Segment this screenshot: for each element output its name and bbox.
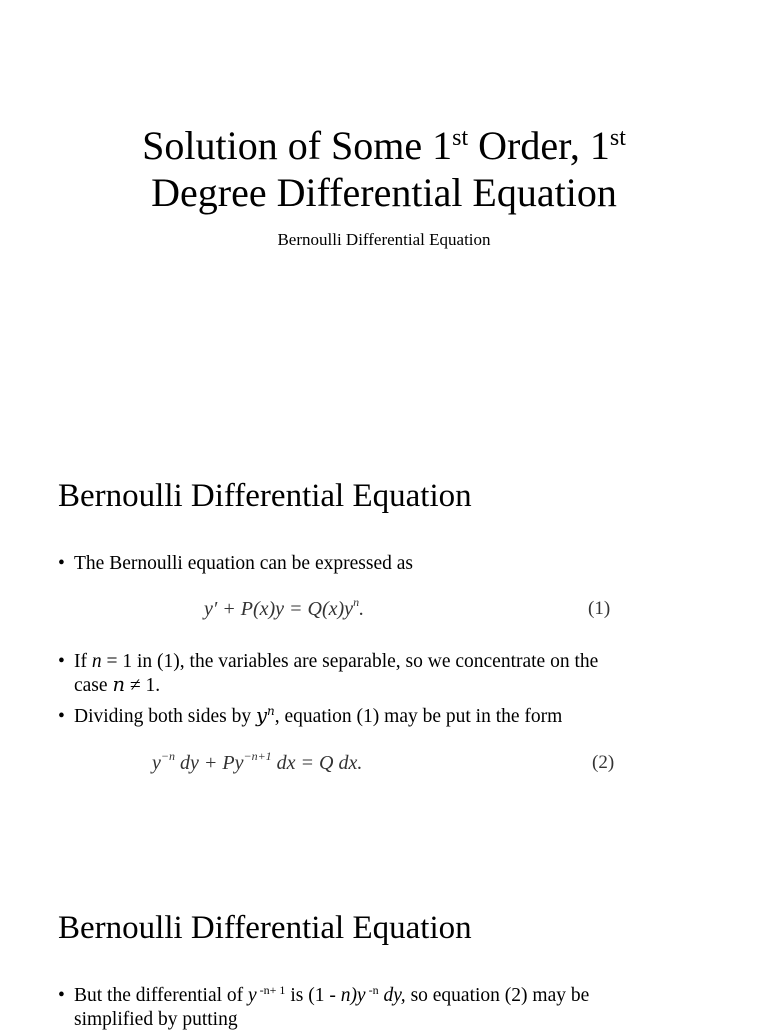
- bullet-dot: •: [58, 651, 65, 672]
- title-superscript-2: st: [609, 125, 626, 151]
- bullet-item: [58, 705, 698, 729]
- bullet-text: If n = 1 in (1), the variables are separable, so we concentrate on the case 𝑛 ≠ 1.: [74, 651, 599, 696]
- content-slide-2: [0, 864, 768, 1030]
- bullet-text: The Bernoulli equation can be expressed as: [74, 553, 413, 574]
- bullet-text: Dividing both sides by 𝑦$^𝑛$, equation (1) may be put in the form: [74, 704, 563, 727]
- title-slide: [0, 0, 768, 432]
- bullet-dot: •: [58, 553, 65, 574]
- bullet-item: [58, 984, 698, 1032]
- bullet-dot: •: [58, 706, 65, 727]
- equation-1-number: (1): [588, 598, 611, 619]
- bullet-text: But the differential of y $^{-n+ 1}$ is (1 - n)y $^{-n}$ dy, so equation (2) may be simplified by putting: [74, 983, 590, 1030]
- equation-1-body: y′ + P(x)y = Q(x)y: [204, 598, 354, 620]
- title-text-part1: Solution of Some 1: [142, 123, 453, 168]
- slide-subtitle: Bernoulli Differential Equation: [277, 230, 491, 249]
- slide-heading: Bernoulli Differential Equation: [58, 910, 472, 946]
- equation-1-period: .: [359, 598, 365, 620]
- slide-title: [0, 122, 768, 216]
- title-text-line2: Degree Differential Equation: [151, 170, 617, 215]
- bullet-item: [58, 552, 698, 576]
- equation-1-exponent: n: [353, 595, 360, 609]
- title-superscript-1: st: [452, 125, 469, 151]
- equation-1: [204, 595, 365, 621]
- equation-2-number: (2): [592, 752, 615, 773]
- bullet-dot: •: [58, 985, 65, 1006]
- content-slide-1: [0, 432, 768, 864]
- bullet-item: [58, 650, 698, 698]
- slide-heading: Bernoulli Differential Equation: [58, 478, 472, 514]
- title-text-part2: Order, 1: [468, 123, 610, 168]
- equation-2: $y^{-n}$ dy + $Py^{-n+1}$ dx = Q dx.: [152, 749, 363, 774]
